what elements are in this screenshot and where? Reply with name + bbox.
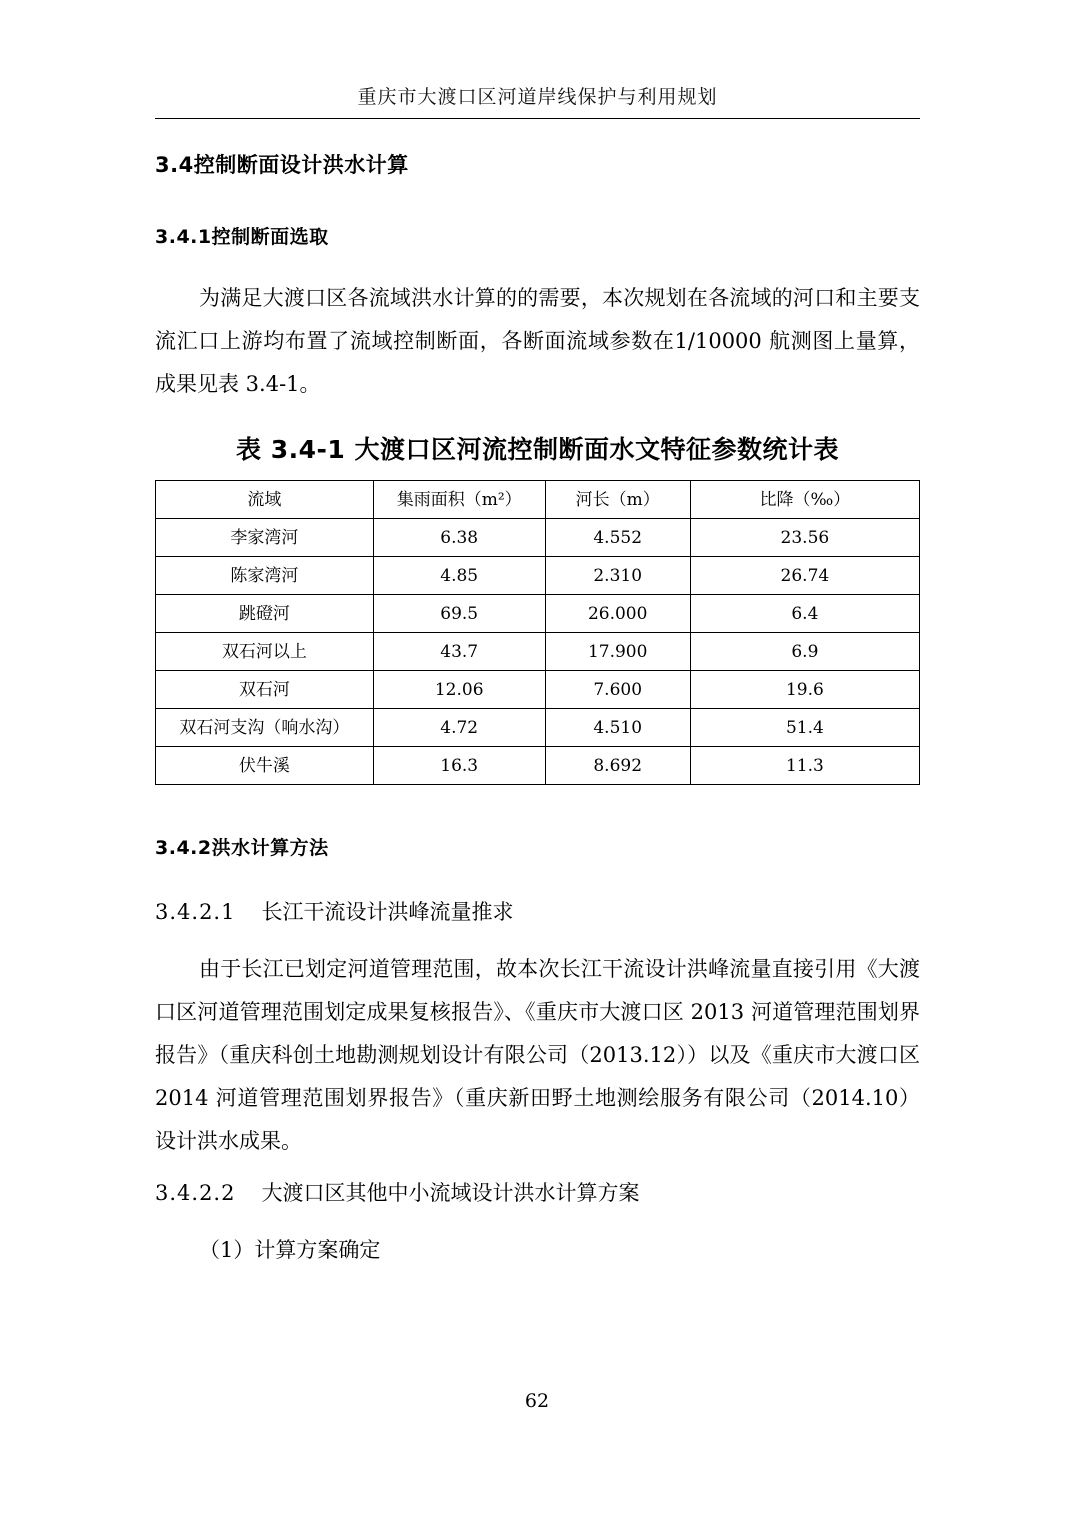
table-row (156, 633, 920, 671)
clause-title: 大渡口区其他中小流域设计洪水计算方案 (261, 1181, 640, 1205)
table-cell-slope: 19.6 (690, 671, 919, 709)
header-divider (155, 118, 920, 119)
table-cell-length: 4.552 (545, 519, 690, 557)
table-cell-area: 6.38 (373, 519, 545, 557)
table-cell-slope: 51.4 (690, 709, 919, 747)
table-cell-basin: 双石河 (156, 671, 374, 709)
paragraph-3-4-1: 为满足大渡口区各流域洪水计算的的需要，本次规划在各流域的河口和主要支流汇口上游均布置了流域控制断面，各断面流域参数在1/10000 航测图上量算，成果见表 3.4-1。 (155, 286, 920, 396)
table-row (156, 709, 920, 747)
clause-3-4-2-1 (155, 896, 920, 928)
table-cell-area: 12.06 (373, 671, 545, 709)
table-cell-basin: 跳磴河 (156, 595, 374, 633)
table-cell-length: 4.510 (545, 709, 690, 747)
table-cell-length: 8.692 (545, 747, 690, 785)
table-row (156, 557, 920, 595)
table-cell-basin: 伏牛溪 (156, 747, 374, 785)
table-cell-slope: 6.9 (690, 633, 919, 671)
paragraph-3-4-2-1: 由于长江已划定河道管理范围，故本次长江干流设计洪峰流量直接引用《大渡口区河道管理范围划定成果复核报告》、《重庆市大渡口区 2013 河道管理范围划界报告》（重庆科创土地勘测规划设计有限公司（2013.12））以及《重庆市大渡口区 2014 河道管理范围划界报告》（重庆新田野土地测绘服务有限公司（2014.10）设计洪水成果。 (155, 957, 920, 1153)
clause-title: 长江干流设计洪峰流量推求 (261, 900, 514, 924)
table-cell-length: 17.900 (545, 633, 690, 671)
table-header-cell: 比降（‰） (690, 481, 919, 519)
table-cell-basin: 陈家湾河 (156, 557, 374, 595)
page-number: 62 (524, 1390, 550, 1412)
table-header-row (156, 481, 920, 519)
section-heading-3-4: 3.4控制断面设计洪水计算 (155, 153, 409, 177)
table-header-cell: 河长（m） (545, 481, 690, 519)
section-heading-3-4-1: 3.4.1控制断面选取 (155, 226, 329, 248)
table-cell-basin: 双石河以上 (156, 633, 374, 671)
table-header-cell: 集雨面积（m²） (373, 481, 545, 519)
table-cell-basin: 李家湾河 (156, 519, 374, 557)
table-cell-length: 2.310 (545, 557, 690, 595)
table-row (156, 671, 920, 709)
clause-number: 3.4.2.2 (155, 1181, 236, 1205)
table-row (156, 595, 920, 633)
table-caption: 表 3.4-1 大渡口区河流控制断面水文特征参数统计表 (236, 435, 839, 464)
running-header: 重庆市大渡口区河道岸线保护与利用规划 (357, 86, 718, 108)
table-cell-area: 16.3 (373, 747, 545, 785)
table-row (156, 519, 920, 557)
table-cell-basin: 双石河支沟（响水沟） (156, 709, 374, 747)
table-cell-slope: 23.56 (690, 519, 919, 557)
table-cell-area: 43.7 (373, 633, 545, 671)
hydrology-parameters-table (155, 480, 920, 785)
table-header-cell: 流域 (156, 481, 374, 519)
table-cell-length: 7.600 (545, 671, 690, 709)
table-cell-slope: 11.3 (690, 747, 919, 785)
table-cell-area: 4.85 (373, 557, 545, 595)
paragraph-3-4-2-2-item1: （1）计算方案确定 (199, 1238, 381, 1262)
clause-number: 3.4.2.1 (155, 900, 236, 924)
table-cell-slope: 26.74 (690, 557, 919, 595)
clause-3-4-2-2 (155, 1177, 920, 1209)
page-content (155, 0, 920, 1272)
table-cell-area: 4.72 (373, 709, 545, 747)
section-heading-3-4-2: 3.4.2洪水计算方法 (155, 837, 329, 859)
table-row (156, 747, 920, 785)
table-cell-slope: 6.4 (690, 595, 919, 633)
table-cell-area: 69.5 (373, 595, 545, 633)
table-cell-length: 26.000 (545, 595, 690, 633)
